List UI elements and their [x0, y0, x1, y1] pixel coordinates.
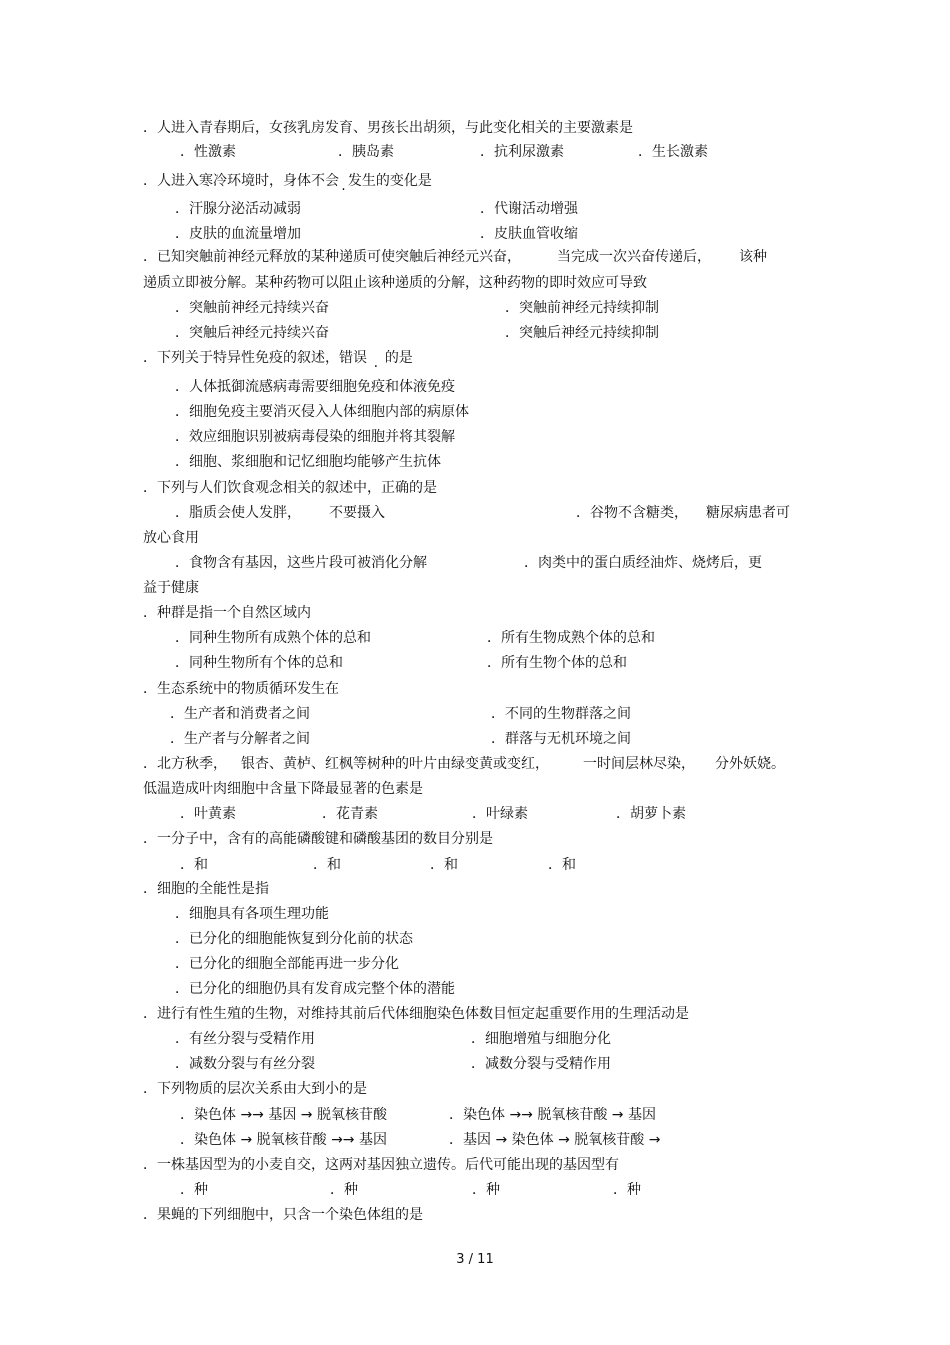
question-6-option-d: ．所有生物个体的总和 — [487, 655, 627, 671]
question-13-option-d: ．种 — [613, 1182, 641, 1198]
question-6-option-b: ．所有生物成熟个体的总和 — [487, 630, 655, 646]
question-7-option-c: ．生产者与分解者之间 — [170, 731, 310, 747]
question-8-option-a: ．叶黄素 — [180, 806, 236, 822]
question-8-stem-line2: 低温造成叶肉细胞中含量下降最显著的色素是 — [143, 781, 423, 797]
question-12-option-d: ．基因 → 染色体 → 脱氧核苷酸 → — [449, 1132, 661, 1148]
question-1-stem: ．人进入青春期后，女孩乳房发育、男孩长出胡须，与此变化相关的主要激素是 — [143, 120, 633, 136]
question-13-option-b: ．种 — [330, 1182, 358, 1198]
question-3-option-b: ．突触前神经元持续抑制 — [505, 300, 659, 316]
question-7-option-a: ．生产者和消费者之间 — [170, 706, 310, 722]
question-11-option-d: ．减数分裂与受精作用 — [471, 1056, 611, 1072]
question-4-option-a: ．人体抵御流感病毒需要细胞免疫和体液免疫 — [175, 379, 455, 395]
emphasis-dots — [339, 173, 348, 189]
question-9-option-d: ．和 — [548, 857, 576, 873]
question-12-option-a: ．染色体 →→ 基因 → 脱氧核苷酸 — [180, 1107, 387, 1123]
question-11-option-c: ．减数分裂与有丝分裂 — [175, 1056, 315, 1072]
question-12-stem: ．下列物质的层次关系由大到小的是 — [143, 1081, 367, 1097]
question-7-stem: ．生态系统中的物质循环发生在 — [143, 681, 339, 697]
question-9-stem: ．一分子中，含有的高能磷酸键和磷酸基团的数目分别是 — [143, 831, 493, 847]
question-2-option-b: ．代谢活动增强 — [480, 201, 578, 217]
question-1-option-c: ．抗利尿激素 — [480, 144, 564, 160]
question-5-option-d: ．肉类中的蛋白质经油炸、烧烤后，更 — [524, 555, 762, 571]
question-11-option-b: ．细胞增殖与细胞分化 — [471, 1031, 611, 1047]
question-9-option-a: ．和 — [180, 857, 208, 873]
page-number: 3 / 11 — [456, 1252, 494, 1267]
question-3-option-d: ．突触后神经元持续抑制 — [505, 325, 659, 341]
question-11-option-a: ．有丝分裂与受精作用 — [175, 1031, 315, 1047]
question-9-option-b: ．和 — [313, 857, 341, 873]
question-11-stem: ．进行有性生殖的生物，对维持其前后代体细胞染色体数目恒定起重要作用的生理活动是 — [143, 1006, 689, 1022]
question-1-option-a: ．性激素 — [180, 144, 236, 160]
question-4-option-d: ．细胞、浆细胞和记忆细胞均能够产生抗体 — [175, 454, 441, 470]
question-4-option-c: ．效应细胞识别被病毒侵染的细胞并将其裂解 — [175, 429, 455, 445]
question-5-option-d-cont: 益于健康 — [143, 580, 199, 596]
question-10-option-b: ．已分化的细胞能恢复到分化前的状态 — [175, 931, 413, 947]
question-1-option-d: ．生长激素 — [638, 144, 708, 160]
question-5-option-a: ．脂质会使人发胖， 不要摄入 — [175, 505, 385, 521]
question-8-option-c: ．叶绿素 — [472, 806, 528, 822]
question-5-option-c: ．食物含有基因，这些片段可被消化分解 — [175, 555, 427, 571]
question-5-option-b-cont: 放心食用 — [143, 530, 199, 546]
question-3-stem-line2: 递质立即被分解。某种药物可以阻止该种递质的分解，这种药物的即时效应可导致 — [143, 275, 647, 291]
question-10-option-c: ．已分化的细胞全部能再进一步分化 — [175, 956, 399, 972]
question-10-stem: ．细胞的全能性是指 — [143, 881, 269, 897]
question-3-option-a: ．突触前神经元持续兴奋 — [175, 300, 329, 316]
question-6-option-c: ．同种生物所有个体的总和 — [175, 655, 343, 671]
question-10-option-d: ．已分化的细胞仍具有发育成完整个体的潜能 — [175, 981, 455, 997]
question-9-option-c: ．和 — [430, 857, 458, 873]
question-12-option-b: ．染色体 →→ 脱氧核苷酸 → 基因 — [449, 1107, 656, 1123]
question-7-option-b: ．不同的生物群落之间 — [491, 706, 631, 722]
question-2-option-c: ．皮肤的血流量增加 — [175, 226, 301, 242]
question-6-stem: ．种群是指一个自然区域内 — [143, 605, 311, 621]
question-1-option-b: ．胰岛素 — [338, 144, 394, 160]
question-4-stem: ．下列关于特异性免疫的叙述，错误 · 的是 — [143, 349, 413, 367]
question-3-option-c: ．突触后神经元持续兴奋 — [175, 325, 329, 341]
question-5-option-b: ．谷物不含糖类， 糖尿病患者可 — [576, 505, 790, 521]
question-14-stem: ．果蝇的下列细胞中，只含一个染色体组的是 — [143, 1207, 423, 1223]
question-7-option-d: ．群落与无机环境之间 — [491, 731, 631, 747]
question-3-stem-line1: ．已知突触前神经元释放的某种递质可使突触后神经元兴奋， 当完成一次兴奋传递后， 该种 — [143, 249, 767, 265]
question-2-option-a: ．汗腺分泌活动减弱 — [175, 201, 301, 217]
emphasis-dots — [367, 350, 385, 366]
question-2-stem-part2: 发生的变化是 — [347, 173, 432, 189]
question-2-option-d: ．皮肤血管收缩 — [480, 226, 578, 242]
question-8-stem-line1: ．北方秋季， 银杏、黄栌、红枫等树种的叶片由绿变黄或变红， 一时间层林尽染， 分外妖娆。 — [143, 756, 785, 772]
question-4-option-b: ．细胞免疫主要消灭侵入人体细胞内部的病原体 — [175, 404, 469, 420]
question-13-option-c: ．种 — [472, 1182, 500, 1198]
question-13-stem: ．一株基因型为的小麦自交，这两对基因独立遗传。后代可能出现的基因型有 — [143, 1157, 619, 1173]
question-5-stem: ．下列与人们饮食观念相关的叙述中，正确的是 — [143, 480, 437, 496]
question-2-stem-part1: ．人进入寒冷环境时，身体不会 — [143, 173, 339, 189]
question-8-option-d: ．胡萝卜素 — [616, 806, 686, 822]
question-8-option-b: ．花青素 — [322, 806, 378, 822]
question-2-stem — [143, 172, 432, 190]
question-10-option-a: ．细胞具有各项生理功能 — [175, 906, 329, 922]
question-12-option-c: ．染色体 → 脱氧核苷酸 →→ 基因 — [180, 1132, 387, 1148]
question-6-option-a: ．同种生物所有成熟个体的总和 — [175, 630, 371, 646]
question-13-option-a: ．种 — [180, 1182, 208, 1198]
